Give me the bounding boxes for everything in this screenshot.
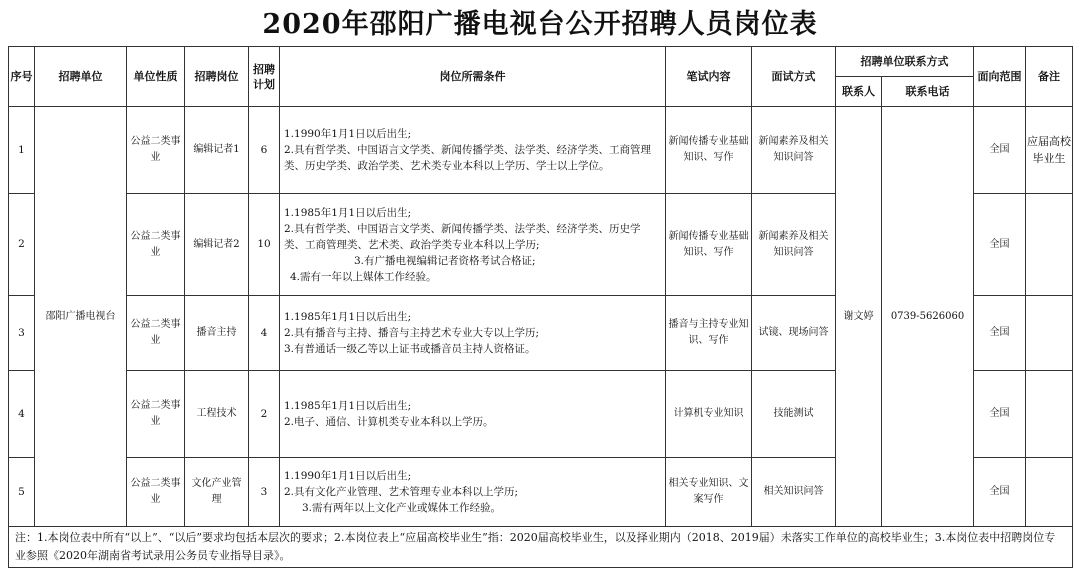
- note-row: [9, 527, 1073, 568]
- header-seq: 序号: [9, 47, 35, 107]
- cell-remark: [1026, 194, 1073, 296]
- cell-scope: 全国: [974, 371, 1026, 458]
- cell-remark: [1026, 296, 1073, 371]
- cell-conditions: [280, 194, 666, 296]
- page-title: 2020年邵阳广播电视台公开招聘人员岗位表: [262, 9, 818, 40]
- cell-interview: 技能测试: [752, 371, 836, 458]
- cell-interview: 相关知识问答: [752, 458, 836, 527]
- condition-line: 1.1990年1月1日以后出生;: [284, 470, 412, 482]
- cell-seq: 4: [9, 371, 35, 458]
- header-unit: 招聘单位: [35, 47, 127, 107]
- header-conditions: 岗位所需条件: [280, 47, 666, 107]
- table-row: [9, 107, 1073, 194]
- cell-written: 计算机专业知识: [666, 371, 752, 458]
- header-position: 招聘岗位: [185, 47, 249, 107]
- cell-scope: 全国: [974, 296, 1026, 371]
- header-nature: 单位性质: [127, 47, 185, 107]
- header-contact-person: 联系人: [836, 77, 882, 107]
- cell-position: 工程技术: [185, 371, 249, 458]
- cell-unit: 邵阳广播电视台: [35, 107, 127, 527]
- condition-line: 4.需有一年以上媒体工作经验。: [290, 270, 437, 283]
- cell-position: 播音主持: [185, 296, 249, 371]
- header-row: [9, 47, 1073, 77]
- cell-conditions: [280, 107, 666, 194]
- condition-line: 3.有广播电视编辑记者资格考试合格证;: [354, 254, 536, 267]
- cell-written: 播音与主持专业知识、写作: [666, 296, 752, 371]
- cell-seq: 2: [9, 194, 35, 296]
- condition-line: 2.具有哲学类、中国语言文学类、新闻传播学类、法学类、经济学类、历史学类、工商管理类、艺术类、政治学类专业本科以上学历;: [284, 222, 641, 251]
- condition-line: 1.1985年1月1日以后出生;: [284, 206, 412, 219]
- footnote: 注：1.本岗位表中所有“以上”、“以后”要求均包括本层次的要求；2.本岗位表上“应届高校毕业生”指：2020届高校毕业生，以及择业期内（2018、2019届）未落实工作单位的高校毕业生；3.本岗位表中招聘岗位专业参照《2020年湖南省考试录用公务员专业指导目录》。: [9, 527, 1073, 568]
- cell-remark: 应届高校毕业生: [1026, 107, 1073, 194]
- cell-plan: 6: [249, 107, 280, 194]
- condition-line: 2.具有文化产业管理、艺术管理专业本科以上学历;: [284, 486, 519, 498]
- cell-contact-phone: 0739-5626060: [882, 107, 974, 527]
- cell-scope: 全国: [974, 194, 1026, 296]
- cell-nature: 公益二类事业: [127, 107, 185, 194]
- header-contact-phone: 联系电话: [882, 77, 974, 107]
- cell-conditions: [280, 296, 666, 371]
- cell-nature: 公益二类事业: [127, 371, 185, 458]
- cell-position: 编辑记者2: [185, 194, 249, 296]
- cell-remark: [1026, 371, 1073, 458]
- cell-nature: 公益二类事业: [127, 296, 185, 371]
- condition-line: 2.具有哲学类、中国语言文学类、新闻传播学类、法学类、经济学类、工商管理类、历史学类、政治学类、艺术类专业本科以上学历、学士以上学位。: [284, 144, 652, 172]
- header-plan: 招聘计划: [249, 47, 280, 107]
- condition-line: 2.电子、通信、计算机类专业本科以上学历。: [284, 416, 494, 428]
- header-written: 笔试内容: [666, 47, 752, 107]
- cell-nature: 公益二类事业: [127, 194, 185, 296]
- recruitment-table: [8, 46, 1073, 568]
- cell-remark: [1026, 458, 1073, 527]
- cell-contact-person: 谢文婷: [836, 107, 882, 527]
- cell-scope: 全国: [974, 107, 1026, 194]
- cell-written: 新闻传播专业基础知识、写作: [666, 194, 752, 296]
- condition-line: 1.1985年1月1日以后出生;: [284, 311, 412, 323]
- cell-interview: 试镜、现场问答: [752, 296, 836, 371]
- condition-line: 3.有普通话一级乙等以上证书或播音员主持人资格证。: [284, 343, 536, 355]
- condition-line: 1.1985年1月1日以后出生;: [284, 400, 412, 412]
- header-scope: 面向范围: [974, 47, 1026, 107]
- cell-plan: 4: [249, 296, 280, 371]
- cell-interview: 新闻素养及相关知识问答: [752, 194, 836, 296]
- cell-nature: 公益二类事业: [127, 458, 185, 527]
- cell-plan: 2: [249, 371, 280, 458]
- cell-seq: 1: [9, 107, 35, 194]
- cell-position: 编辑记者1: [185, 107, 249, 194]
- cell-written: 新闻传播专业基础知识、写作: [666, 107, 752, 194]
- header-interview: 面试方式: [752, 47, 836, 107]
- cell-seq: 5: [9, 458, 35, 527]
- header-contact-group: 招聘单位联系方式: [836, 47, 974, 77]
- cell-scope: 全国: [974, 458, 1026, 527]
- condition-line: 3.需有两年以上文化产业或媒体工作经验。: [302, 502, 502, 514]
- cell-plan: 3: [249, 458, 280, 527]
- cell-position: 文化产业管理: [185, 458, 249, 527]
- cell-plan: 10: [249, 194, 280, 296]
- cell-seq: 3: [9, 296, 35, 371]
- header-remark: 备注: [1026, 47, 1073, 107]
- cell-conditions: [280, 371, 666, 458]
- cell-written: 相关专业知识、文案写作: [666, 458, 752, 527]
- cell-conditions: [280, 458, 666, 527]
- condition-line: 2.具有播音与主持、播音与主持艺术专业大专以上学历;: [284, 327, 540, 339]
- condition-line: 1.1990年1月1日以后出生;: [284, 128, 412, 140]
- cell-interview: 新闻素养及相关知识问答: [752, 107, 836, 194]
